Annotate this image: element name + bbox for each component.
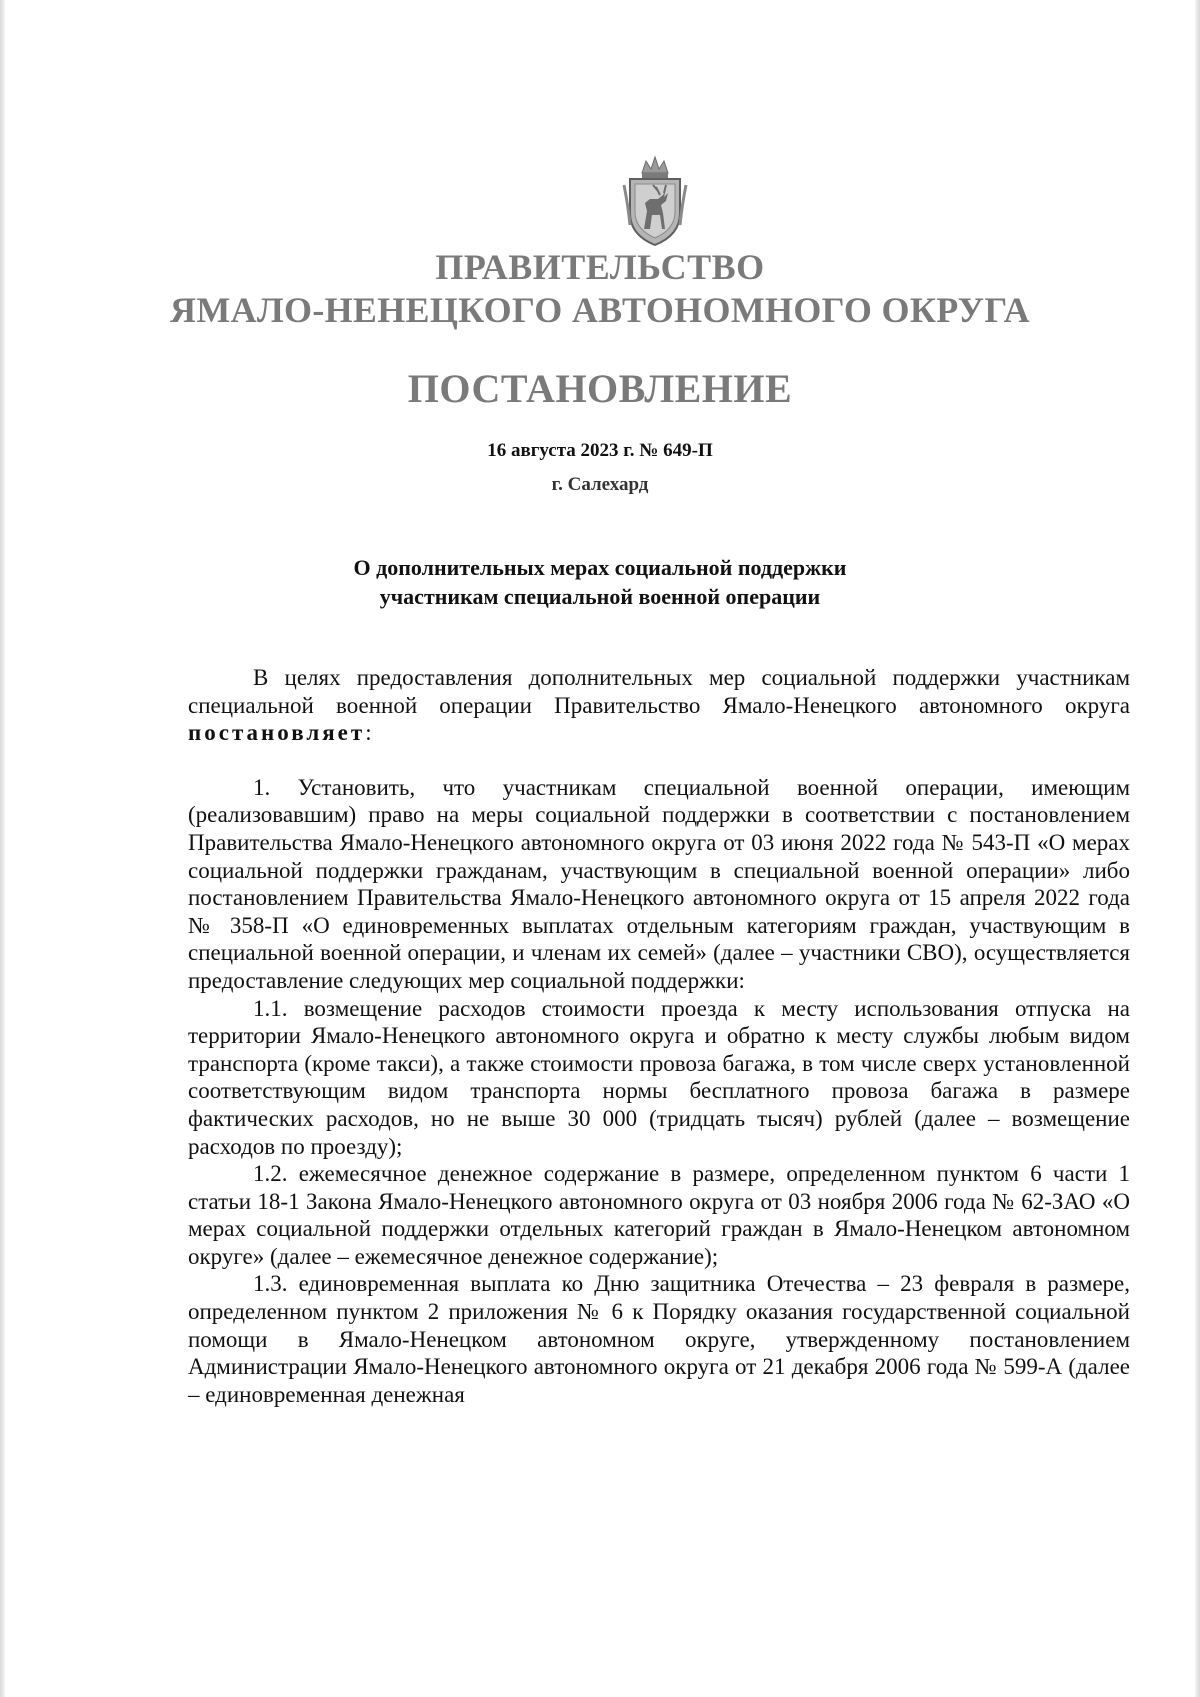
resolves-suffix: : <box>365 720 372 746</box>
decree-subject <box>0 553 1200 611</box>
coat-of-arms-emblem-icon <box>620 155 690 247</box>
decree-date-number: 16 августа 2023 г. № 649-П <box>487 440 713 461</box>
resolves-word: постановляет <box>188 720 366 746</box>
decree-subject-line2: участникам специальной военной операции <box>379 584 821 609</box>
government-name-line1: ПРАВИТЕЛЬСТВО <box>435 247 765 287</box>
paragraph-1-2: 1.2. ежемесячное денежное содержание в размере, определенном пунктом 6 части 1 статьи 18-1 Закона Ямало-Ненецкого автономного округа от 03 ноября 2006 года № 62-ЗАО «О мерах социальной поддержки отдельных категорий граждан в Ямало-Ненецком автономном округе» (далее – ежемесячное денежное содержание); <box>188 1161 1130 1269</box>
preamble-paragraph <box>188 664 1130 747</box>
decree-body <box>188 664 1130 1408</box>
document-type-title: ПОСТАНОВЛЕНИЕ <box>407 366 793 411</box>
decree-subject-line1: О дополнительных мерах социальной поддержки <box>353 555 847 580</box>
paragraph-1: 1. Установить, что участникам специальной военной операции, имеющим (реализовавшим) право на меры социальной поддержки в соответствии с постановлением Правительства Ямало-Ненецкого автономного округа от 03 июня 2022 года № 543-П «О мерах социальной поддержки гражданам, участвующим в специальной военной операции» либо постановлением Правительства Ямало-Ненецкого автономного округа от 15 апреля 2022 года № 358-П «О единовременных выплатах отдельным категориям граждан, участвующим в специальной военной операции, и членам их семей» (далее – участники СВО), осуществляется предоставление следующих мер социальной поддержки: <box>188 774 1130 993</box>
government-name-line2: ЯМАЛО-НЕНЕЦКОГО АВТОНОМНОГО ОКРУГА <box>170 290 1030 330</box>
preamble-text: В целях предоставления дополнительных мер социальной поддержки участникам специальной военной операции Правительство Ямало-Ненецкого автономного округа <box>188 665 1130 718</box>
paragraph-1-1: 1.1. возмещение расходов стоимости проезда к месту использования отпуска на территории Ямало-Ненецкого автономного округа и обратно к месту службы любым видом транспорта (кроме такси), а также стоимости провоза багажа, в том числе сверх установленной соответствующим видом транспорта нормы бесплатного провоза багажа в размере фактических расходов, но не выше 30 000 (тридцать тысяч) рублей (далее – возмещение расходов по проезду); <box>188 995 1130 1159</box>
decree-city: г. Салехард <box>551 474 649 495</box>
paragraph-1-3: 1.3. единовременная выплата ко Дню защитника Отечества – 23 февраля в размере, определенном пунктом 2 приложения № 6 к Порядку оказания государственной социальной помощи в Ямало-Ненецком автономном округе, утвержденному постановлением Администрации Ямало-Ненецкого автономного округа от 21 декабря 2006 года № 599-А (далее – единовременная денежная <box>188 1271 1130 1407</box>
